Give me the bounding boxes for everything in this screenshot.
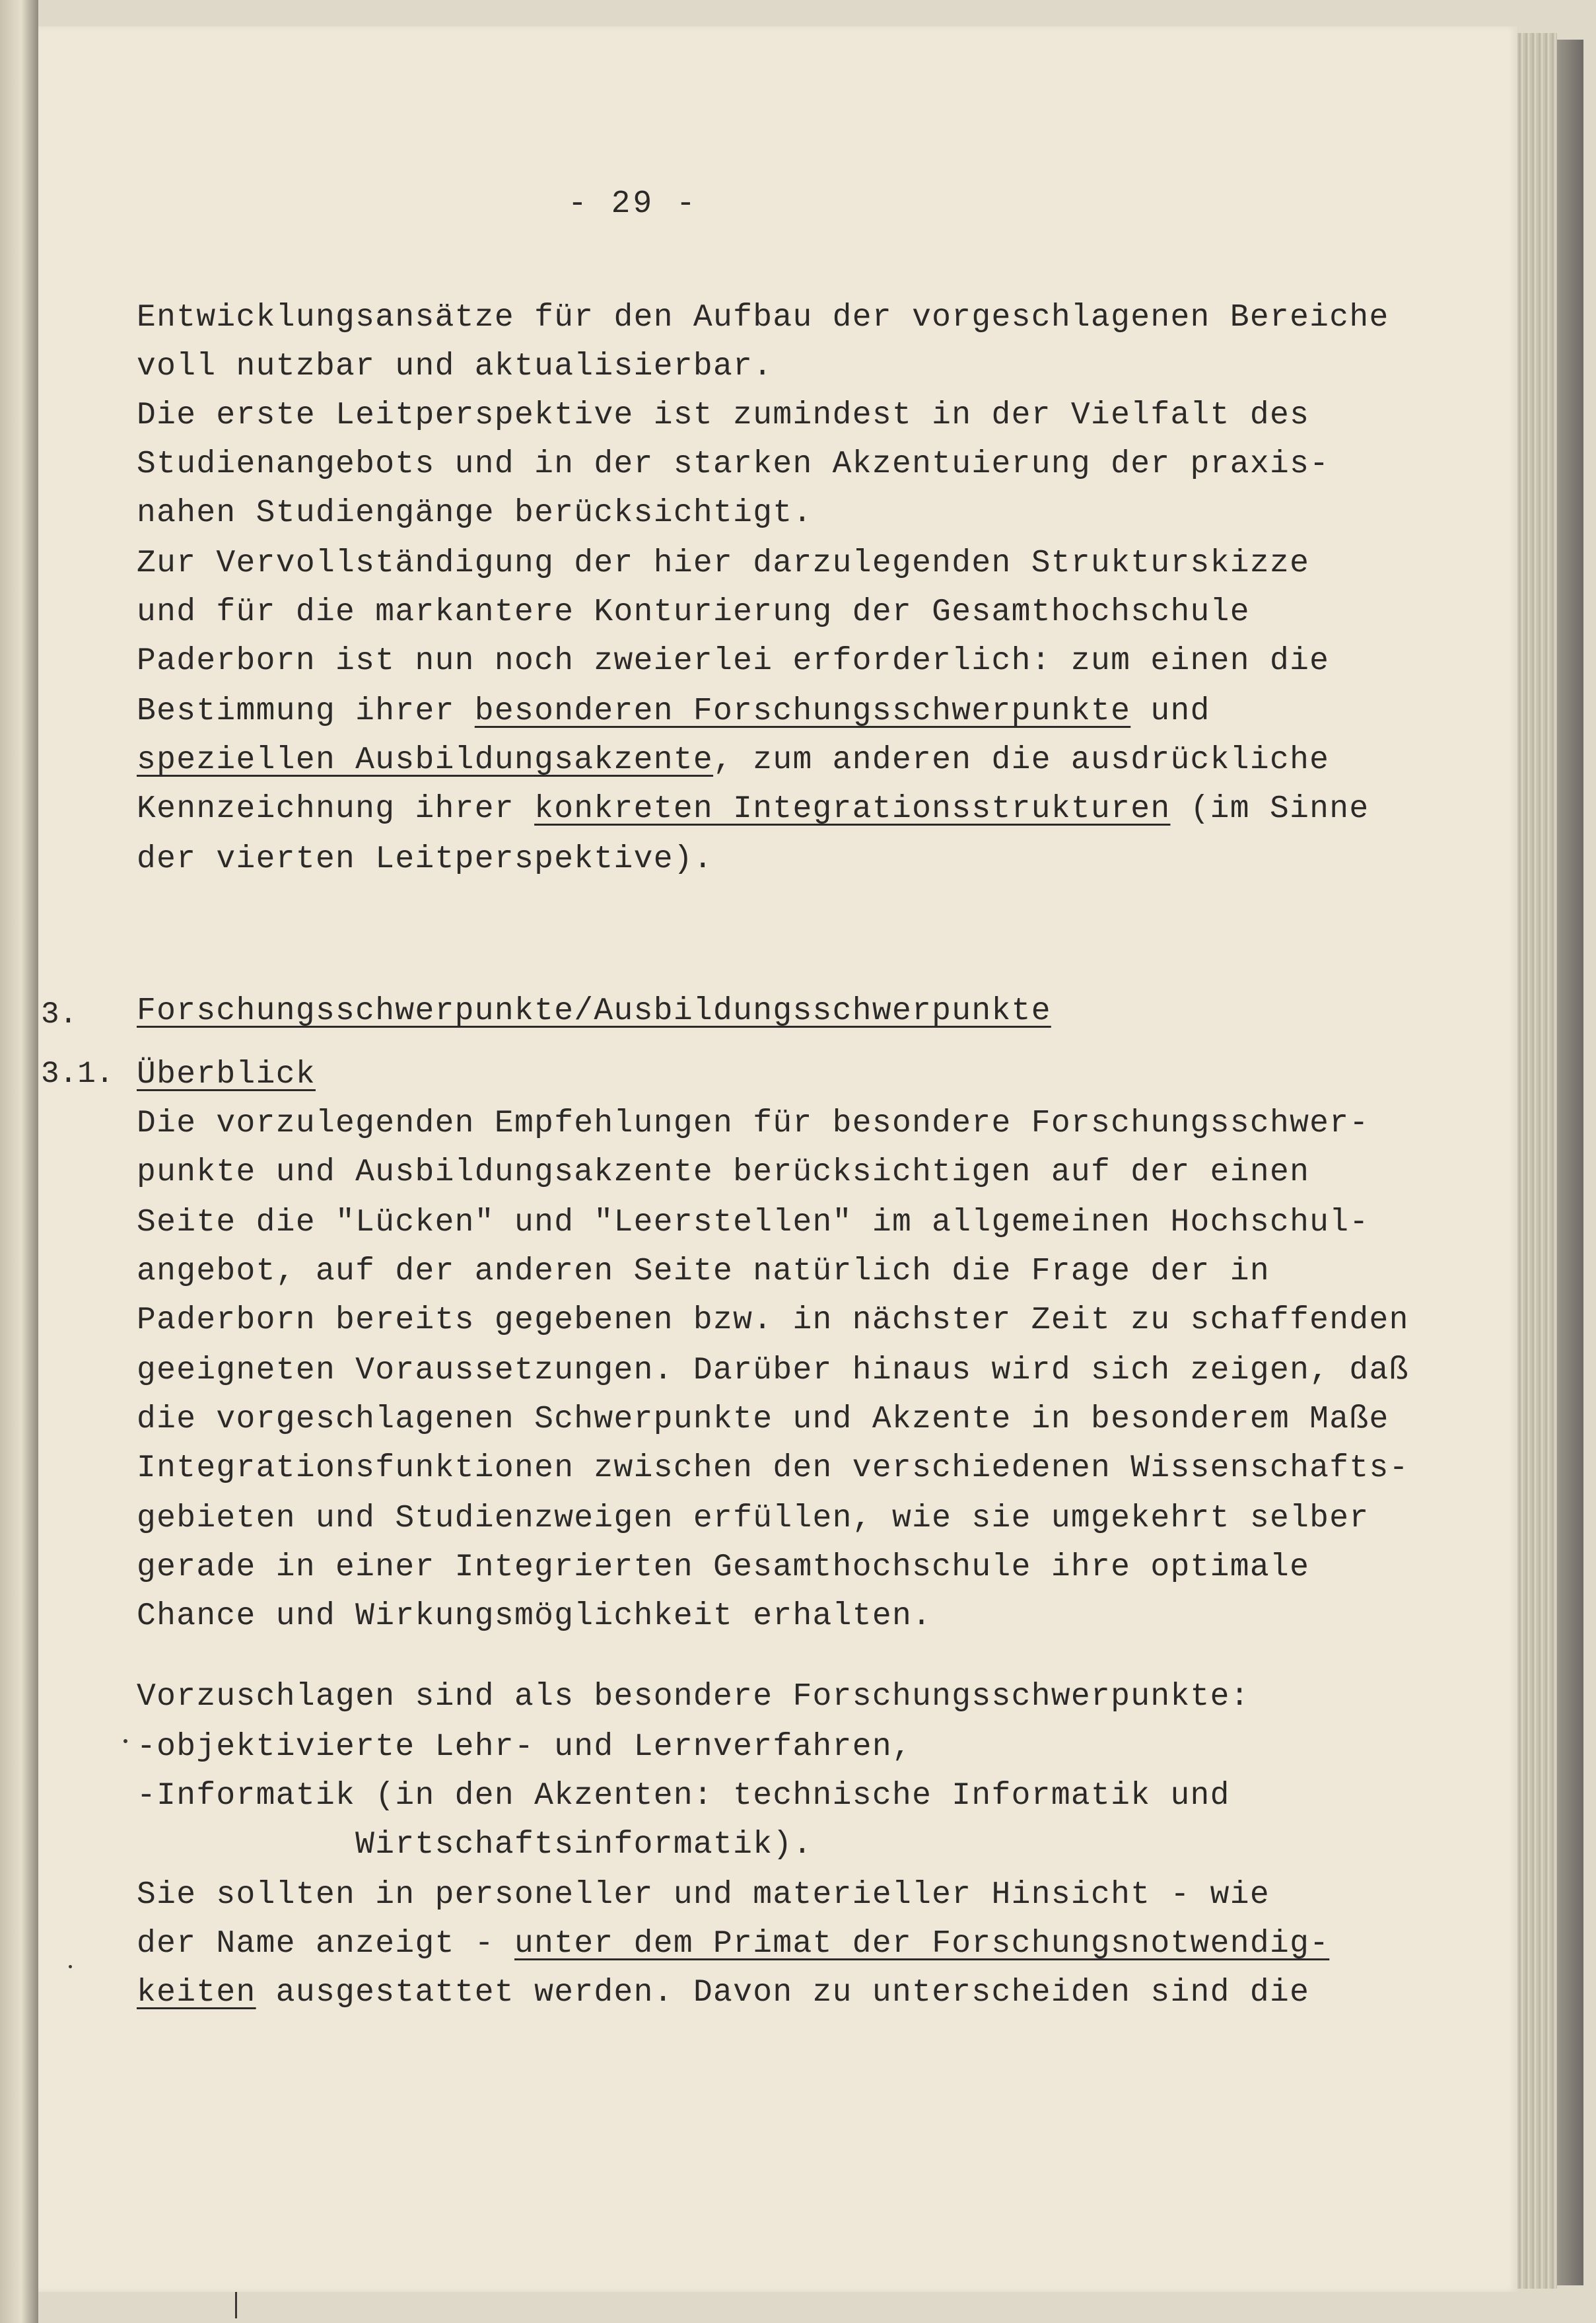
text-line: Vorzuschlagen sind als besondere Forschungsschwerpunkte: — [137, 1679, 1250, 1715]
text-line: -Informatik (in den Akzenten: technische Informatik und — [137, 1778, 1230, 1814]
text-line: Paderborn ist nun noch zweierlei erforderlich: zum einen die — [137, 643, 1330, 679]
text-line: Paderborn bereits gegebenen bzw. in nächster Zeit zu schaffenden — [137, 1303, 1409, 1338]
underlined-phrase: besonderen Forschungsschwerpunkte — [474, 694, 1131, 729]
text-line: der vierten Leitperspektive). — [137, 841, 714, 877]
text-line: gerade in einer Integrierten Gesamthochschule ihre optimale — [137, 1550, 1310, 1585]
text-line: der Name anzeigt - unter dem Primat der Forschungsnotwendig- — [137, 1926, 1330, 1962]
scan-speck — [69, 1965, 72, 1968]
previous-page-edge — [0, 0, 38, 2323]
section-number: 3.1. — [41, 1057, 114, 1091]
text-line: punkte und Ausbildungsakzente berücksichtigen auf der einen — [137, 1155, 1310, 1190]
page-stack-shadow — [1557, 40, 1583, 2285]
text-line: Wirtschaftsinformatik). — [137, 1827, 813, 1863]
section-number: 3. — [41, 997, 78, 1032]
text-line: speziellen Ausbildungsakzente, zum anderen die ausdrückliche — [137, 742, 1330, 778]
underlined-phrase: speziellen Ausbildungsakzente — [137, 742, 714, 778]
text-line: Die erste Leitperspektive ist zumindest in der Vielfalt des — [137, 398, 1310, 433]
subsection-heading: Überblick — [137, 1057, 316, 1092]
text-line: voll nutzbar und aktualisierbar. — [137, 349, 773, 384]
text-line: Entwicklungsansätze für den Aufbau der vorgeschlagenen Bereiche — [137, 300, 1389, 336]
scan-speck — [123, 1739, 127, 1743]
text-line: Seite die "Lücken" und "Leerstellen" im allgemeinen Hochschul- — [137, 1205, 1370, 1240]
text-line: Studienangebots und in der starken Akzentuierung der praxis- — [137, 447, 1330, 482]
page-number: - 29 - — [568, 186, 698, 222]
underlined-phrase: keiten — [137, 1975, 256, 2011]
text-line: und für die markantere Konturierung der Gesamthochschule — [137, 594, 1250, 630]
section-heading: Forschungsschwerpunkte/Ausbildungsschwerpunkte — [137, 993, 1051, 1029]
text-line: die vorgeschlagenen Schwerpunkte und Akzente in besonderem Maße — [137, 1402, 1389, 1437]
text-line: angebot, auf der anderen Seite natürlich die Frage der in — [137, 1254, 1270, 1289]
text-line: keiten ausgestattet werden. Davon zu unterscheiden sind die — [137, 1975, 1310, 2011]
underlined-phrase: konkreten Integrationsstrukturen — [534, 791, 1171, 827]
text-line: gebieten und Studienzweigen erfüllen, wie sie umgekehrt selber — [137, 1501, 1370, 1536]
text-line: -objektivierte Lehr- und Lernverfahren, — [137, 1729, 913, 1765]
text-line: geeigneten Voraussetzungen. Darüber hinaus wird sich zeigen, daß — [137, 1353, 1409, 1388]
text-line: Sie sollten in personeller und materieller Hinsicht - wie — [137, 1877, 1270, 1913]
underlined-phrase: unter dem Primat der Forschungsnotwendig- — [514, 1926, 1330, 1962]
text-line: Chance und Wirkungsmöglichkeit erhalten. — [137, 1598, 932, 1634]
text-line: Die vorzulegenden Empfehlungen für besondere Forschungsschwer- — [137, 1106, 1370, 1141]
text-line: Zur Vervollständigung der hier darzulegenden Strukturskizze — [137, 546, 1310, 581]
text-line: Integrationsfunktionen zwischen den verschiedenen Wissenschafts- — [137, 1450, 1409, 1486]
text-line: Bestimmung ihrer besonderen Forschungsschwerpunkte und — [137, 694, 1210, 729]
text-line: nahen Studiengänge berücksichtigt. — [137, 495, 813, 531]
text-line: Kennzeichnung ihrer konkreten Integrationsstrukturen (im Sinne — [137, 791, 1370, 827]
page-stack-edge — [1517, 33, 1557, 2289]
scan-mark — [235, 2292, 237, 2318]
